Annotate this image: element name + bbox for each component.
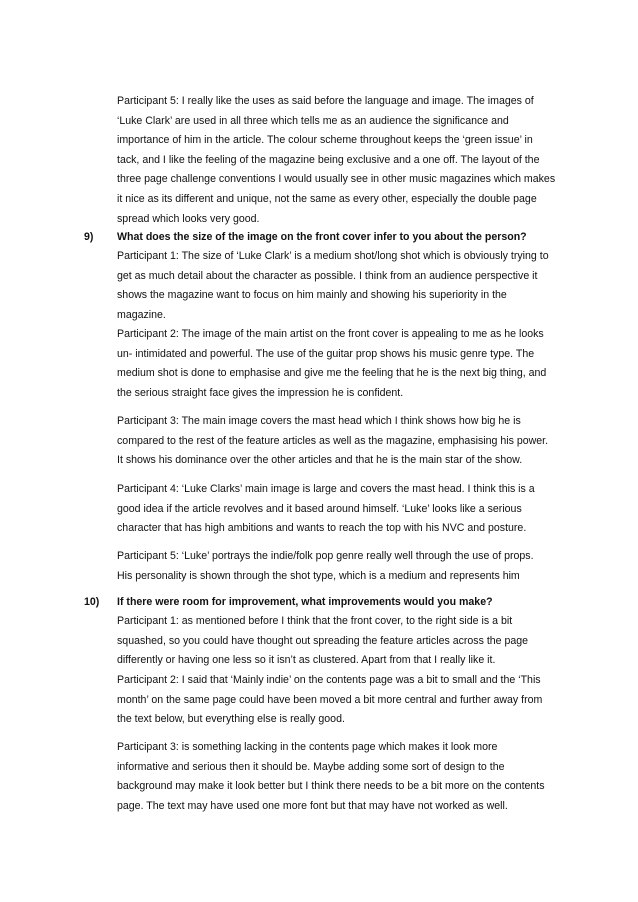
text-line: page. The text may have used one more font but that may have not worked as well. [117,799,508,812]
text-line: shows the magazine want to focus on him mainly and showing his superiority in the [117,289,507,302]
text-line: Participant 2: The image of the main artist on the front cover is appealing to me as he looks [117,328,544,340]
text-line: the text below, but everything else is really good. [117,713,345,726]
text-line: un- intimidated and powerful. The use of the guitar prop shows his music genre type. The [117,347,535,360]
text-line: Participant 1: The size of ‘Luke Clark’ is a medium shot/long shot which is obviously trying to [117,250,549,262]
paragraph-q9-participant-2 [117,325,569,403]
text-line: get as much detail about the character as possible. I think from an audience perspective it [117,269,538,282]
question-9-heading: What does the size of the image on the front cover infer to you about the person? [117,231,527,243]
text-line: Participant 5: I really like the uses as said before the language and image. The images of [117,95,534,107]
paragraph-q9-participant-1 [117,247,569,325]
text-line: three page challenge conventions I would usually see in other music magazines which makes [117,173,556,186]
text-line: magazine. [117,308,166,321]
paragraph-q10-participant-3 [117,738,569,816]
text-line: Participant 1: as mentioned before I think that the front cover, to the right side is a bit [117,615,513,627]
text-line: differently or having one less so it isn’t as clustered. Apart from that I really like it. [117,654,496,667]
text-line: month’ on the same page could have been moved a bit more central and further away from [117,693,543,706]
text-line: informative and serious then it should be. Maybe adding some sort of design to the [117,760,505,773]
text-line: medium shot is done to emphasise and give me the feeling that he is the next big thing, and [117,367,547,380]
text-line: compared to the rest of the feature articles as well as the magazine, emphasising his power. [117,434,549,447]
text-line: Participant 2: I said that ‘Mainly indie’ on the contents page was a bit to small and the ‘This [117,674,541,686]
text-line: importance of him in the article. The colour scheme throughout keeps the ‘green issue’ in [117,134,533,147]
text-line: Participant 3: The main image covers the mast head which I think shows how big he is [117,415,521,427]
paragraph-participant-5-intro [117,92,569,229]
text-line: Participant 4: ‘Luke Clarks’ main image is large and covers the mast head. I think this is a [117,483,535,495]
text-line: tack, and I like the feeling of the magazine being exclusive and a one off. The layout of the [117,153,540,166]
paragraph-q9-participant-4 [117,480,569,539]
question-9-number: 9) [84,231,94,243]
text-line: squashed, so you could have thought out spreading the feature articles across the page [117,634,529,647]
text-line: spread which looks very good. [117,212,260,225]
paragraph-q9-participant-5 [117,547,569,586]
text-line: It shows his dominance over the other articles and that he is the main star of the show. [117,454,523,467]
text-line: Participant 3: is something lacking in the contents page which makes it look more [117,741,498,753]
paragraph-q10-participant-2 [117,671,569,730]
question-10-number: 10) [84,596,100,608]
text-line: Participant 5: ‘Luke’ portrays the indie/folk pop genre really well through the use of props. [117,550,534,562]
text-line: good idea if the article revolves and it based around himself. ‘Luke’ looks like a serious [117,502,522,515]
text-line: ‘Luke Clark’ are used in all three which tells me as an audience the significance and [117,114,509,127]
text-line: His personality is shown through the shot type, which is a medium and represents him [117,569,520,582]
text-line: background may make it look better but I think there needs to be a bit more on the contents [117,780,545,793]
text-line: character that has high ambitions and wants to reach the top with his NVC and posture. [117,522,527,535]
paragraph-q9-participant-3 [117,412,569,471]
text-line: it nice as its different and unique, not the same as every other, especially the double page [117,192,537,205]
question-10-heading: If there were room for improvement, what improvements would you make? [117,596,493,608]
text-line: the serious straight face gives the impression he is confident. [117,386,404,399]
paragraph-q10-participant-1 [117,612,569,671]
